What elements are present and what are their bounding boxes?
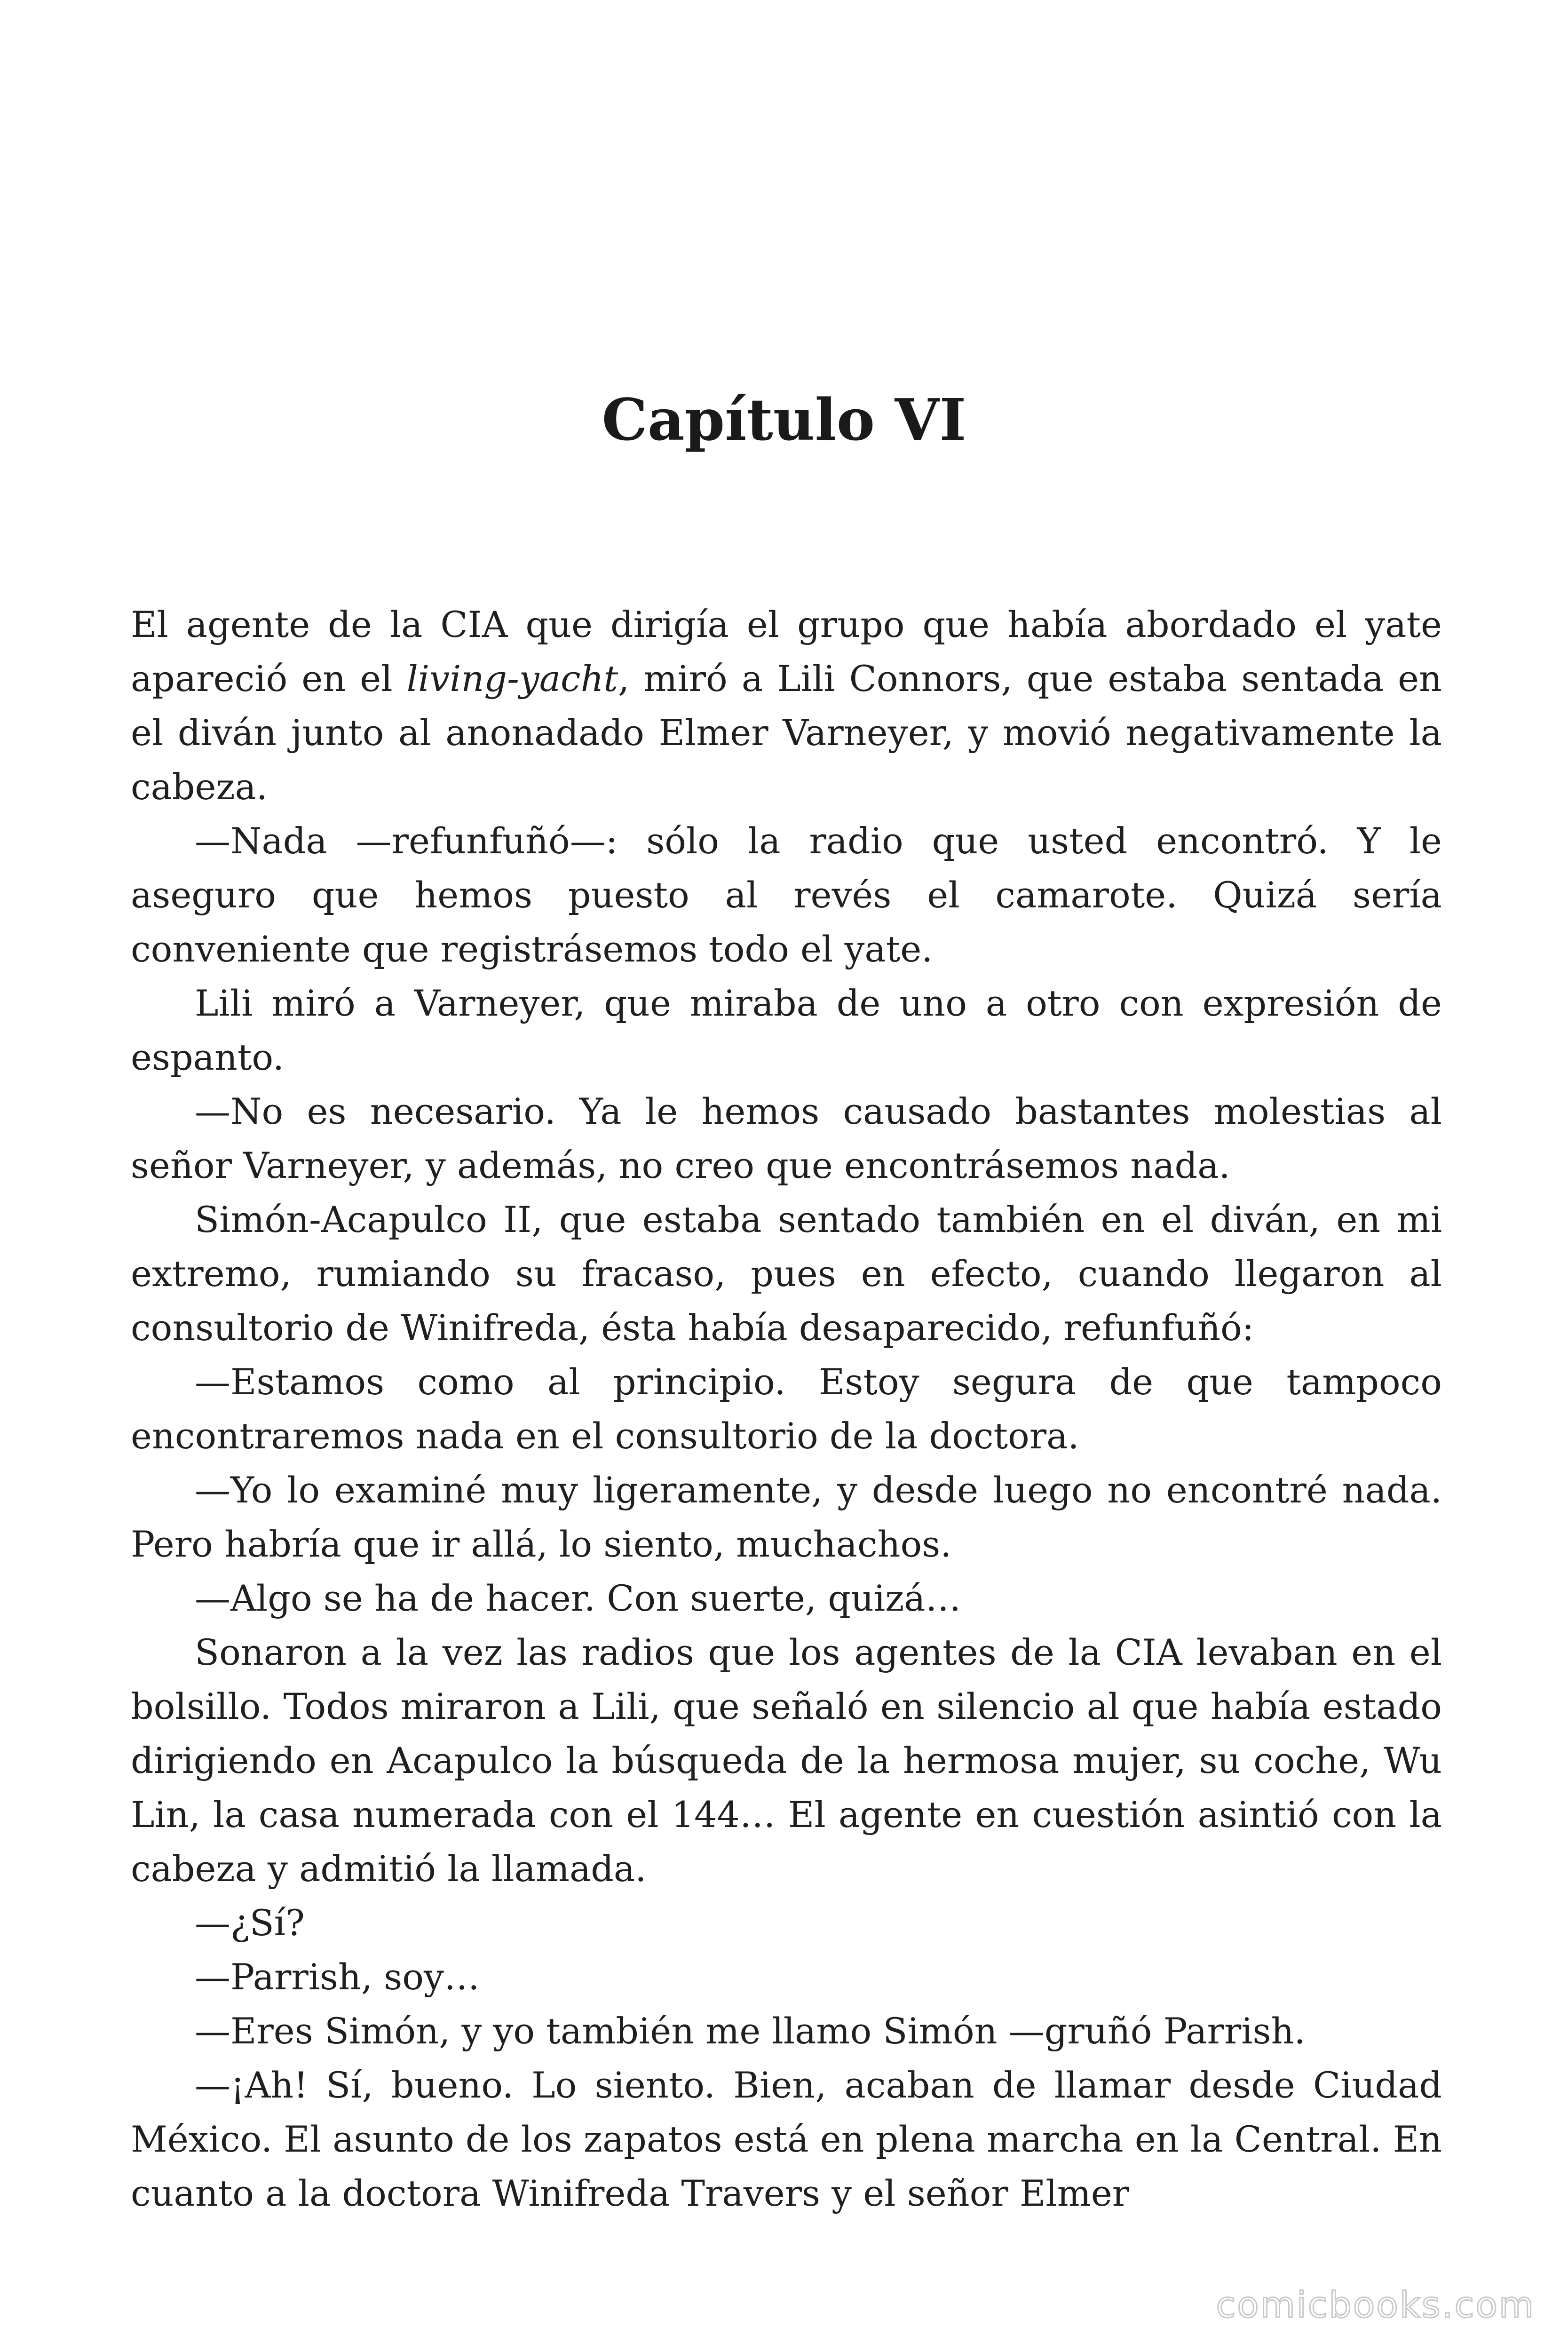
chapter-title: Capítulo VI — [602, 386, 966, 453]
paragraph-10: —¿Sí? — [195, 1902, 305, 1944]
paragraph-13: —¡Ah! Sí, bueno. Lo siento. Bien, acaban de llamar desde Ciudad México. El asunto de los zapatos está en plena marcha en la Central. En cuanto a la doctora Winifreda Travers y el señor Elmer — [131, 2064, 1442, 2214]
paragraph-1-text-start: El agente de la CIA que dirigía el grupo que había abordado el yate apareció en el — [131, 604, 1442, 699]
paragraph-12: —Eres Simón, y yo también me llamo Simón —gruñó Parrish. — [195, 2010, 1306, 2052]
paragraph-5: Simón-Acapulco II, que estaba sentado también en el diván, en mi extremo, rumiando su fracaso, pues en efecto, cuando llegaron al consultorio de Winifreda, ésta había desaparecido, refunfuñó: — [131, 1199, 1442, 1349]
paragraph-1-italic-term: living-yacht — [406, 658, 618, 699]
paragraph-1-text-end: , miró a Lili Connors, que estaba sentada en el diván junto al anonadado Elmer Varneyer, y movió negativamente la cabeza. — [131, 658, 1442, 808]
paragraph-11: —Parrish, soy… — [195, 1956, 480, 1998]
paragraph-4: —No es necesario. Ya le hemos causado bastantes molestias al señor Varneyer, y además, no creo que encontrásemos nada. — [131, 1090, 1442, 1186]
paragraph-1 — [131, 597, 1442, 814]
watermark: comicbooks.com — [1216, 2284, 1535, 2326]
paragraph-7: —Yo lo examiné muy ligeramente, y desde luego no encontré nada. Pero habría que ir allá, lo siento, muchachos. — [131, 1469, 1442, 1565]
paragraph-9: Sonaron a la vez las radios que los agentes de la CIA levaban en el bolsillo. Todos miraron a Lili, que señaló en silencio al que había estado dirigiendo en Acapulco la búsqueda de la hermosa mujer, su coche, Wu Lin, la casa numerada con el 144… El agente en cuestión asintió con la cabeza y admitió la llamada. — [131, 1631, 1442, 1890]
paragraph-3: Lili miró a Varneyer, que miraba de uno a otro con expresión de espanto. — [131, 982, 1442, 1078]
paragraph-6: —Estamos como al principio. Estoy segura de que tampoco encontraremos nada en el consultorio de la doctora. — [131, 1361, 1442, 1457]
paragraph-2: —Nada —refunfuñó—: sólo la radio que usted encontró. Y le aseguro que hemos puesto al revés el camarote. Quizá sería conveniente que registrásemos todo el yate. — [131, 820, 1442, 970]
paragraph-8: —Algo se ha de hacer. Con suerte, quizá… — [195, 1577, 961, 1619]
chapter-body — [131, 597, 1442, 2220]
